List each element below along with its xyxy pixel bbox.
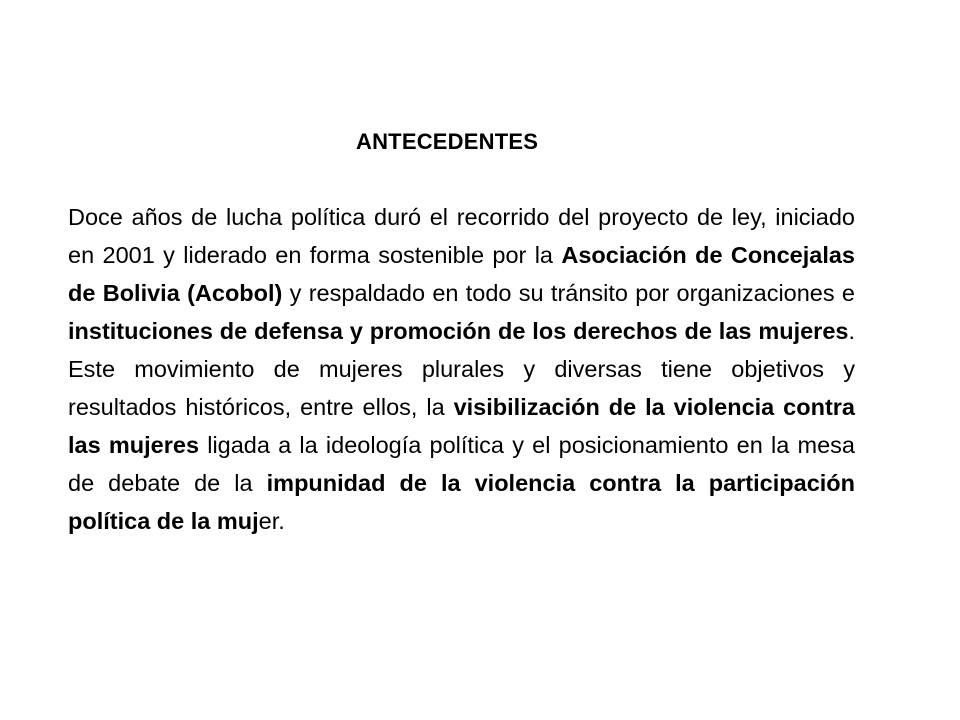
bold-text-run: impunidad de la violencia contra la participación política de la muj [68, 470, 855, 534]
text-run: Doce años de lucha política duró el recorrido del proyecto de ley, iniciado en 2001 y liderado en forma sostenible por la [68, 204, 855, 268]
bold-text-run: Asociación de Concejalas de Bolivia (Acobol) [68, 242, 855, 306]
text-run: ligada a la ideología política y el posicionamiento en la mesa de debate de la [68, 432, 855, 496]
text-run: y respaldado en todo su tránsito por organizaciones e [282, 280, 855, 306]
body-paragraph [68, 198, 855, 540]
bold-text-run: instituciones de defensa y promoción de los derechos de las mujeres [68, 318, 849, 344]
text-run: er. [258, 508, 285, 534]
text-run: . Este movimiento de mujeres plurales y diversas tiene objetivos y resultados históricos, entre ellos, la [68, 318, 855, 420]
bold-text-run: visibilización de la violencia contra las mujeres [68, 394, 855, 458]
slide-title: ANTECEDENTES [356, 129, 539, 154]
